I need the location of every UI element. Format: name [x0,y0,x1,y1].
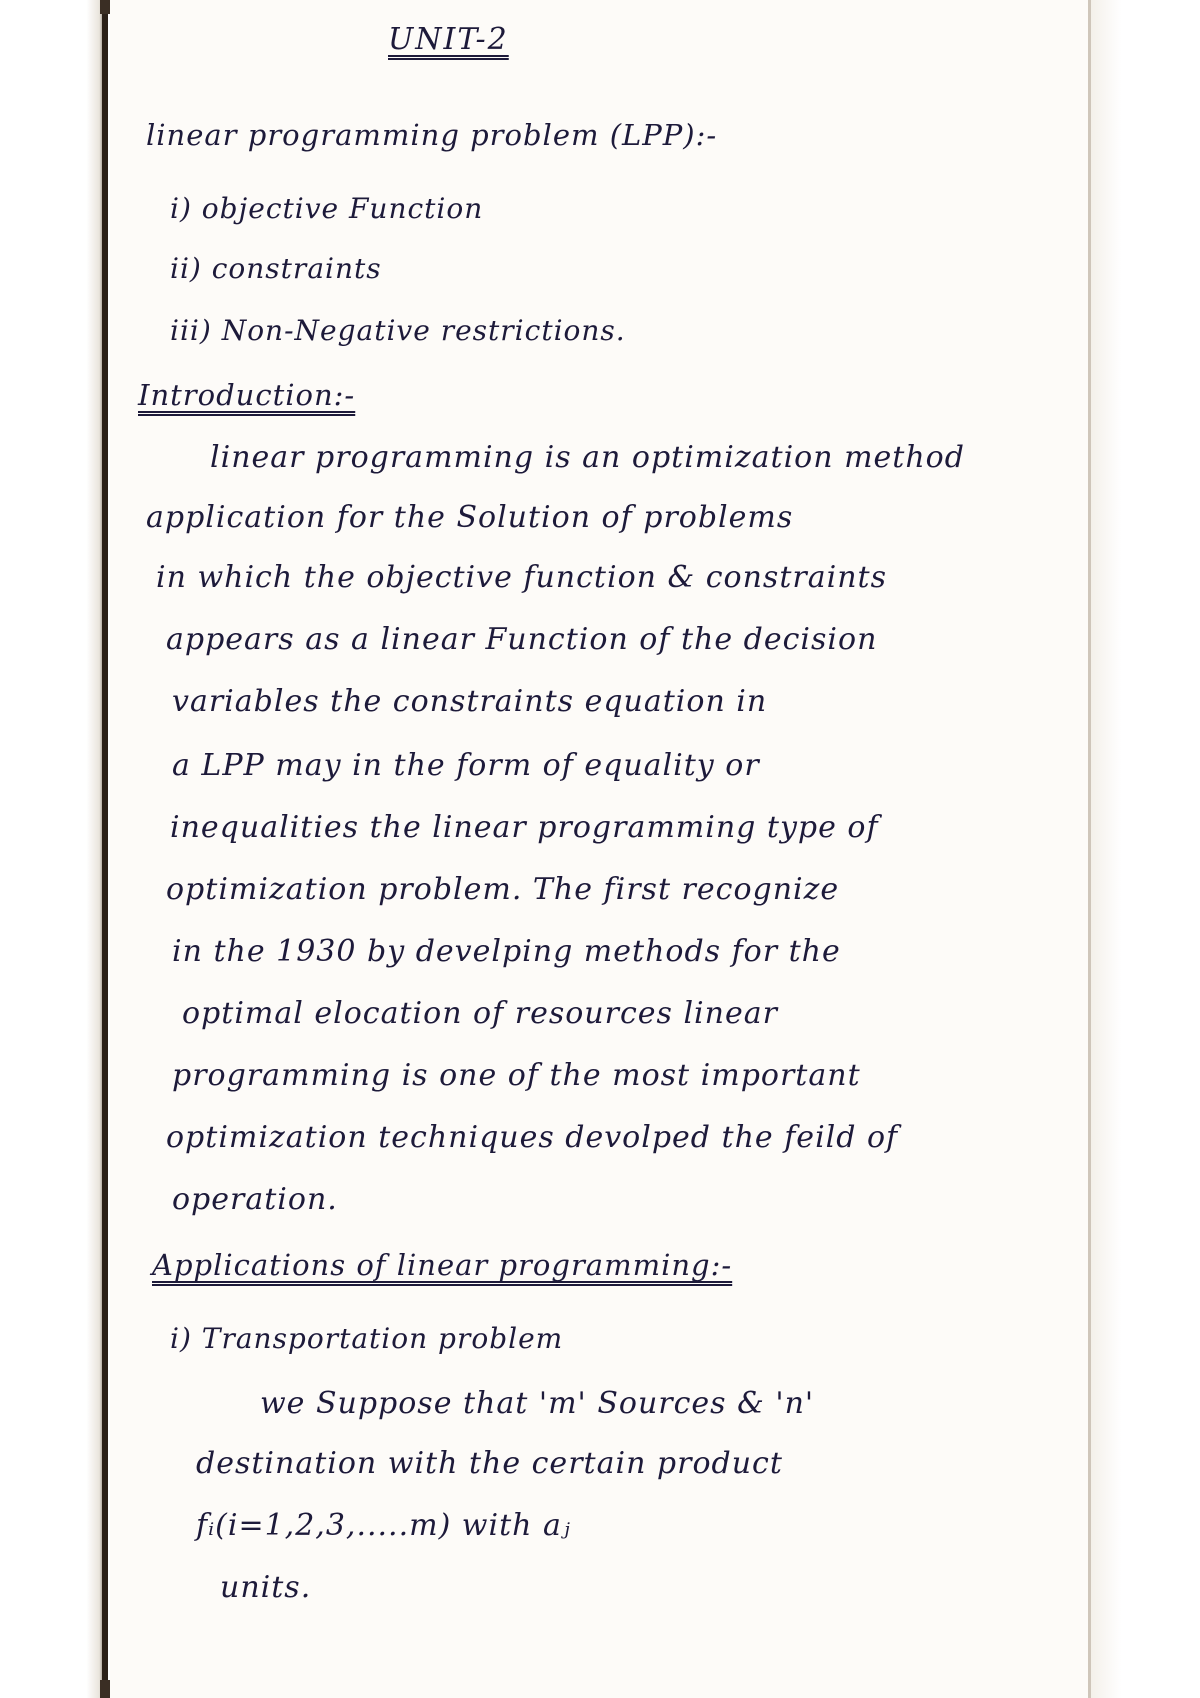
component-item-2: ii) constraints [170,252,382,285]
intro-line-2: application for the Solution of problems [146,500,794,535]
intro-line-8: optimization problem. The first recognize [166,872,840,907]
notebook-page [110,0,1088,1698]
scan-border-right [1088,0,1200,1698]
component-item-3: iii) Non-Negative restrictions. [170,314,626,347]
application-line-1: we Suppose that 'm' Sources & 'n' [260,1386,815,1421]
intro-line-12: optimization techniques devolped the feild of [166,1120,899,1155]
application-line-4: units. [220,1570,312,1605]
intro-line-4: appears as a linear Function of the decision [166,622,878,657]
intro-line-5: variables the constraints equation in [172,684,768,719]
application-line-2: destination with the certain product [196,1446,783,1481]
unit-heading: UNIT-2 [388,22,509,57]
introduction-heading: Introduction:- [138,378,356,412]
intro-line-6: a LPP may in the form of equality or [172,748,760,783]
intro-line-9: in the 1930 by develping methods for the [172,934,841,969]
component-item-1: i) objective Function [170,192,484,225]
intro-line-10: optimal elocation of resources linear [182,996,778,1031]
scan-border-left [0,0,108,1698]
intro-line-3: in which the objective function & constraints [156,560,887,595]
application-item-1: i) Transportation problem [170,1322,564,1355]
intro-line-7: inequalities the linear programming type of [170,810,879,845]
intro-line-11: programming is one of the most important [172,1058,861,1093]
application-line-3: fᵢ(i=1,2,3,.....m) with aⱼ [196,1508,571,1543]
lpp-title-text: linear programming problem (LPP):- [146,118,718,152]
lpp-title [146,118,717,152]
intro-line-1: linear programming is an optimization method [210,440,965,475]
applications-heading: Applications of linear programming:- [152,1248,733,1282]
intro-line-13: operation. [172,1182,338,1217]
